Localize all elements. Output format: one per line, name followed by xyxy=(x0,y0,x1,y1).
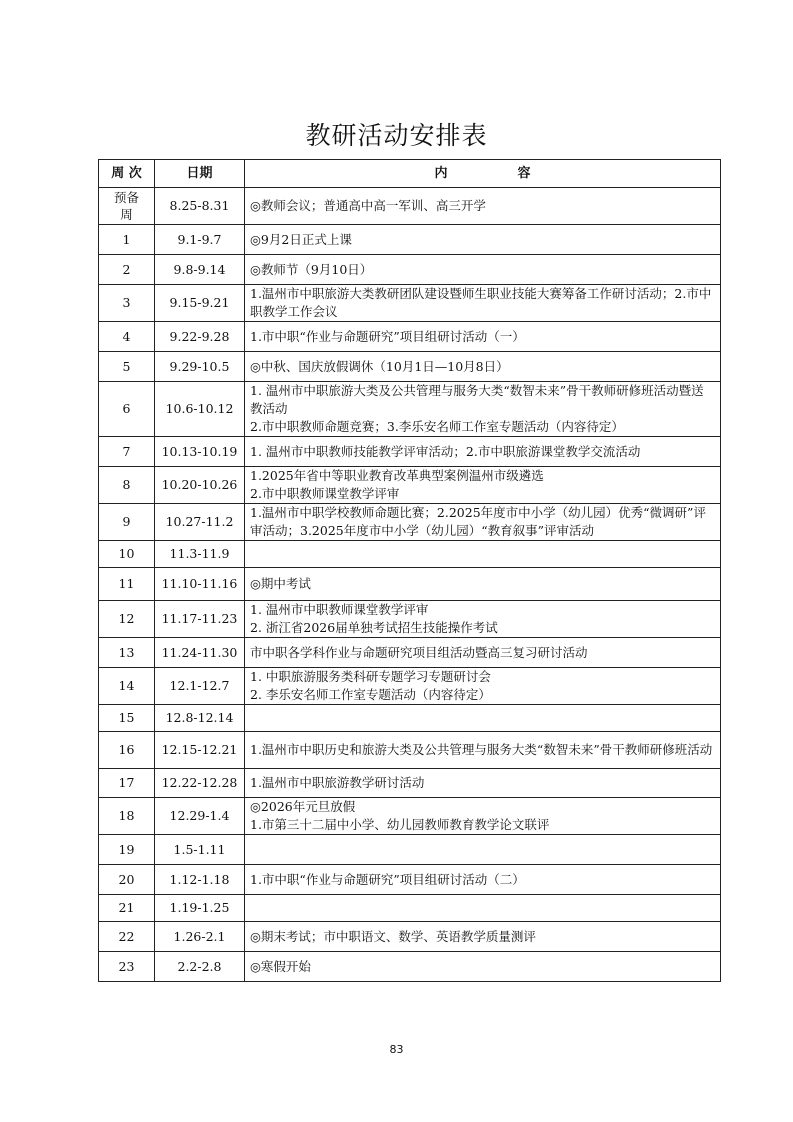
date-cell: 10.13-10.19 xyxy=(155,437,245,467)
week-cell: 23 xyxy=(99,952,155,982)
content-line: 2. 浙江省2026届单独考试招生技能操作考试 xyxy=(250,620,498,635)
content-line: 1. 温州市中职教师技能教学评审活动；2.市中职旅游课堂教学交流活动 xyxy=(250,443,641,459)
table-row xyxy=(99,188,721,225)
content-line: 1.温州市中职历史和旅游大类及公共管理与服务大类“数智未来”骨干教师研修班活动 xyxy=(250,742,713,757)
date-cell: 10.6-10.12 xyxy=(155,382,245,437)
content-line: 2.市中职教师命题竞赛；3.李乐安名师工作室专题活动（内容待定） xyxy=(250,419,624,434)
content-line: 1.2025年省中等职业教育改革典型案例温州市级遴选 xyxy=(250,468,544,483)
header-content xyxy=(245,160,721,188)
date-cell: 9.8-9.14 xyxy=(155,255,245,285)
content-cell xyxy=(245,732,721,769)
date-cell: 11.17-11.23 xyxy=(155,601,245,638)
content-line: 1. 中职旅游服务类科研专题学习专题研讨会 xyxy=(250,669,491,684)
week-cell: 3 xyxy=(99,285,155,322)
content-cell xyxy=(245,225,721,255)
content-line: ◎寒假开始 xyxy=(250,958,311,974)
week-cell: 7 xyxy=(99,437,155,467)
content-cell xyxy=(245,705,721,732)
date-cell: 1.5-1.11 xyxy=(155,835,245,865)
week-cell: 15 xyxy=(99,705,155,732)
date-cell: 8.25-8.31 xyxy=(155,188,245,225)
content-line: 1. 温州市中职旅游大类及公共管理与服务大类“数智未来”骨干教师研修班活动暨送教活动 xyxy=(250,383,704,416)
table-header-row xyxy=(99,160,721,188)
schedule-table xyxy=(98,159,721,982)
content-cell xyxy=(245,865,721,895)
week-cell: 19 xyxy=(99,835,155,865)
content-cell xyxy=(245,352,721,382)
content-cell xyxy=(245,188,721,225)
table-row xyxy=(99,668,721,705)
week-cell: 8 xyxy=(99,467,155,504)
table-row xyxy=(99,255,721,285)
date-cell: 12.29-1.4 xyxy=(155,798,245,835)
header-content-a: 内 xyxy=(434,165,448,181)
table-row xyxy=(99,952,721,982)
content-cell xyxy=(245,255,721,285)
content-line: 1.市第三十二届中小学、幼儿园教师教育教学论文联评 xyxy=(250,817,550,832)
content-cell xyxy=(245,322,721,352)
week-cell: 5 xyxy=(99,352,155,382)
week-cell: 9 xyxy=(99,504,155,541)
content-cell xyxy=(245,798,721,835)
content-line: 2.市中职教师课堂教学评审 xyxy=(250,486,400,501)
week-cell: 12 xyxy=(99,601,155,638)
content-cell xyxy=(245,437,721,467)
week-cell: 11 xyxy=(99,568,155,601)
week-cell: 20 xyxy=(99,865,155,895)
table-row xyxy=(99,322,721,352)
date-cell: 12.15-12.21 xyxy=(155,732,245,769)
content-cell xyxy=(245,541,721,568)
table-row xyxy=(99,467,721,504)
week-cell: 10 xyxy=(99,541,155,568)
date-cell: 2.2-2.8 xyxy=(155,952,245,982)
content-line: 1.温州市中职学校教师命题比赛；2.2025年度市中小学（幼儿园）优秀“微调研”评审活动；3.2025年度市中小学（幼儿园）“教育叙事”评审活动 xyxy=(250,505,706,538)
date-cell: 9.1-9.7 xyxy=(155,225,245,255)
date-cell: 1.26-2.1 xyxy=(155,922,245,952)
date-cell: 11.3-11.9 xyxy=(155,541,245,568)
content-line: 1.市中职“作业与命题研究”项目组研讨活动（一） xyxy=(250,328,525,344)
content-line: ◎期中考试 xyxy=(250,576,311,591)
content-line: 1.温州市中职旅游教学研讨活动 xyxy=(250,775,425,790)
table-row xyxy=(99,835,721,865)
content-line: 2. 李乐安名师工作室专题活动（内容待定） xyxy=(250,687,491,702)
header-content-b: 容 xyxy=(517,165,531,181)
week-cell: 16 xyxy=(99,732,155,769)
date-cell: 12.1-12.7 xyxy=(155,668,245,705)
content-cell xyxy=(245,467,721,504)
schedule-rows xyxy=(99,188,721,982)
date-cell: 1.12-1.18 xyxy=(155,865,245,895)
table-row xyxy=(99,922,721,952)
content-cell xyxy=(245,504,721,541)
content-cell xyxy=(245,769,721,798)
week-cell: 18 xyxy=(99,798,155,835)
content-line: 1.市中职“作业与命题研究”项目组研讨活动（二） xyxy=(250,871,525,887)
page-number: 83 xyxy=(389,1043,404,1056)
table-row xyxy=(99,638,721,668)
content-cell xyxy=(245,601,721,638)
content-line: ◎期末考试；市中职语文、数学、英语教学质量测评 xyxy=(250,928,536,944)
content-cell xyxy=(245,568,721,601)
table-row xyxy=(99,437,721,467)
content-cell xyxy=(245,922,721,952)
table-row xyxy=(99,352,721,382)
content-cell xyxy=(245,668,721,705)
table-row xyxy=(99,732,721,769)
table-row xyxy=(99,382,721,437)
content-cell xyxy=(245,638,721,668)
week-cell: 13 xyxy=(99,638,155,668)
header-date: 日期 xyxy=(155,160,245,188)
header-week: 周 次 xyxy=(99,160,155,188)
date-cell: 10.20-10.26 xyxy=(155,467,245,504)
table-row xyxy=(99,225,721,255)
table-row xyxy=(99,568,721,601)
table-row xyxy=(99,865,721,895)
content-cell xyxy=(245,835,721,865)
table-row xyxy=(99,895,721,922)
date-cell: 1.19-1.25 xyxy=(155,895,245,922)
week-cell: 17 xyxy=(99,769,155,798)
content-line: ◎9月2日正式上课 xyxy=(250,231,352,247)
week-cell: 6 xyxy=(99,382,155,437)
content-line: ◎教师会议；普通高中高一军训、高三开学 xyxy=(250,198,486,213)
date-cell: 9.22-9.28 xyxy=(155,322,245,352)
table-row xyxy=(99,285,721,322)
date-cell: 9.15-9.21 xyxy=(155,285,245,322)
content-cell xyxy=(245,952,721,982)
content-line: ◎教师节（9月10日） xyxy=(250,261,373,277)
table-row xyxy=(99,541,721,568)
week-cell: 预备周 xyxy=(99,188,155,225)
date-cell: 12.8-12.14 xyxy=(155,705,245,732)
content-line: 市中职各学科作业与命题研究项目组活动暨高三复习研讨活动 xyxy=(250,644,588,660)
content-line: ◎中秋、国庆放假调休（10月1日—10月8日） xyxy=(250,358,509,374)
date-cell: 12.22-12.28 xyxy=(155,769,245,798)
page-title: 教研活动安排表 xyxy=(305,121,488,150)
week-cell: 2 xyxy=(99,255,155,285)
table-row xyxy=(99,601,721,638)
date-cell: 11.24-11.30 xyxy=(155,638,245,668)
week-cell: 1 xyxy=(99,225,155,255)
date-cell: 10.27-11.2 xyxy=(155,504,245,541)
table-row xyxy=(99,705,721,732)
week-cell: 4 xyxy=(99,322,155,352)
week-cell: 22 xyxy=(99,922,155,952)
table-row xyxy=(99,769,721,798)
week-cell: 14 xyxy=(99,668,155,705)
date-cell: 11.10-11.16 xyxy=(155,568,245,601)
table-row xyxy=(99,798,721,835)
content-cell xyxy=(245,382,721,437)
content-cell xyxy=(245,895,721,922)
table-row xyxy=(99,504,721,541)
content-cell xyxy=(245,285,721,322)
content-line: ◎2026年元旦放假 xyxy=(250,799,356,814)
week-cell: 21 xyxy=(99,895,155,922)
content-line: 1.温州市中职旅游大类教研团队建设暨师生职业技能大赛筹备工作研讨活动；2.市中职教学工作会议 xyxy=(250,286,712,319)
date-cell: 9.29-10.5 xyxy=(155,352,245,382)
content-line: 1. 温州市中职教师课堂教学评审 xyxy=(250,602,429,617)
